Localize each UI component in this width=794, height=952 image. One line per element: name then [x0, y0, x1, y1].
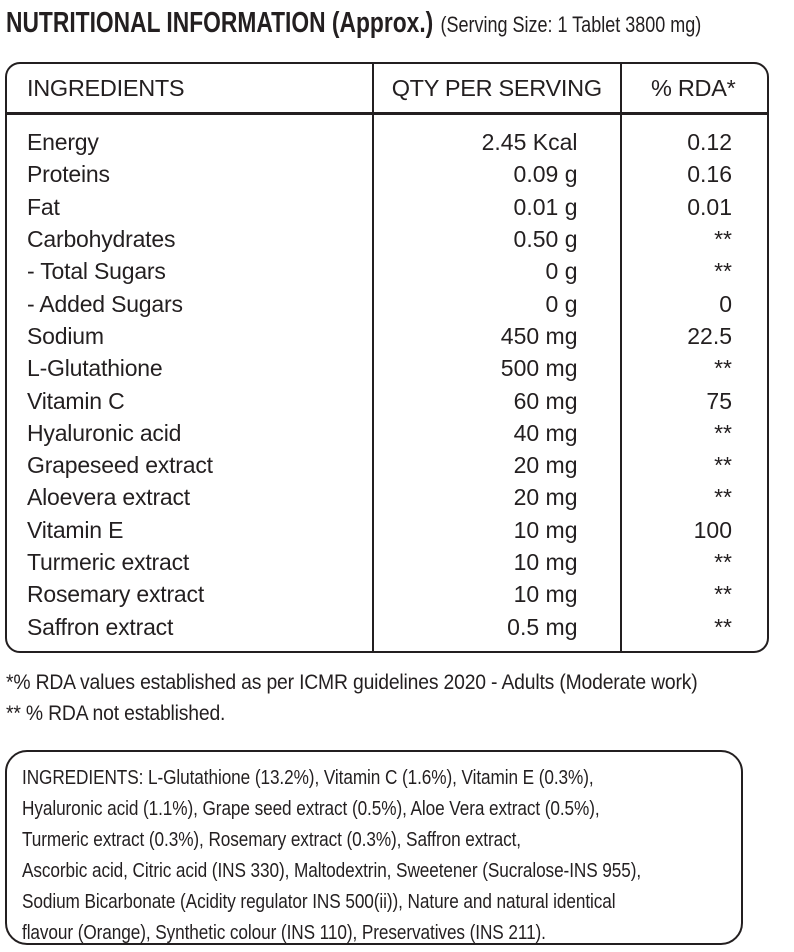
- cell-rda: **: [714, 549, 732, 575]
- footnote-rda-established: *% RDA values established as per ICMR guidelines 2020 - Adults (Moderate work): [6, 670, 698, 694]
- header-ingredients: INGREDIENTS: [27, 74, 185, 101]
- ingredients-box: [5, 750, 743, 945]
- cell-ingredient: Carbohydrates: [27, 226, 176, 253]
- cell-ingredient: Vitamin C: [27, 387, 125, 414]
- nutrition-table-header: [7, 64, 767, 112]
- ingredients-line: Ascorbic acid, Citric acid (INS 330), Maltodextrin, Sweetener (Sucralose-INS 955),: [22, 860, 642, 882]
- table-row: [7, 611, 767, 643]
- cell-ingredient: Grapeseed extract: [27, 452, 213, 479]
- table-row: [7, 127, 767, 159]
- table-row: [7, 353, 767, 385]
- table-row: [7, 288, 767, 320]
- cell-rda: 0.16: [687, 161, 732, 188]
- cell-ingredient: Saffron extract: [27, 613, 174, 640]
- cell-qty: 0 g: [545, 290, 578, 317]
- cell-ingredient: - Total Sugars: [27, 258, 166, 285]
- cell-ingredient: - Added Sugars: [27, 290, 183, 317]
- cell-ingredient: Hyaluronic acid: [27, 419, 182, 446]
- table-row: [7, 579, 767, 611]
- cell-rda: 0.12: [687, 129, 732, 156]
- cell-qty: 10 mg: [513, 549, 578, 575]
- cell-qty: 2.45 Kcal: [481, 129, 578, 156]
- cell-ingredient: Energy: [27, 129, 99, 156]
- cell-qty: 20 mg: [513, 484, 578, 511]
- table-row: [7, 191, 767, 223]
- nutrition-table: [5, 62, 769, 653]
- cell-rda: **: [714, 226, 732, 253]
- cell-rda: 100: [693, 516, 732, 543]
- cell-qty: 500 mg: [500, 355, 578, 382]
- cell-qty: 0.01 g: [513, 193, 578, 220]
- ingredients-line: Turmeric extract (0.3%), Rosemary extract (0.3%), Saffron extract,: [22, 829, 522, 851]
- cell-ingredient: Proteins: [27, 161, 110, 188]
- cell-rda: 22.5: [687, 322, 732, 349]
- cell-rda: 0: [719, 290, 732, 317]
- cell-ingredient: Sodium: [27, 322, 104, 349]
- cell-ingredient: Fat: [27, 193, 60, 220]
- table-row: [7, 385, 767, 417]
- cell-rda: **: [714, 613, 732, 640]
- table-row: [7, 482, 767, 514]
- cell-ingredient: Turmeric extract: [27, 549, 190, 575]
- cell-ingredient: Rosemary extract: [27, 581, 205, 608]
- cell-ingredient: Aloevera extract: [27, 484, 190, 511]
- table-body: [7, 115, 767, 650]
- header-qty-per-serving: QTY PER SERVING: [391, 74, 602, 101]
- cell-rda: 0.01: [687, 193, 732, 220]
- cell-qty: 0.09 g: [513, 161, 578, 188]
- footnote-rda-not-established: ** % RDA not established.: [6, 700, 226, 725]
- cell-ingredient: L-Glutathione: [27, 355, 163, 382]
- table-row: [7, 514, 767, 546]
- footnotes: [6, 667, 698, 728]
- ingredients-line: Sodium Bicarbonate (Acidity regulator INS 500(ii)), Nature and natural identical: [22, 891, 616, 913]
- ingredients-box-text: [22, 763, 641, 949]
- ingredients-line: INGREDIENTS: L-Glutathione (13.2%), Vitamin C (1.6%), Vitamin E (0.3%),: [22, 767, 594, 789]
- table-row: [7, 449, 767, 481]
- table-row: [7, 546, 767, 578]
- cell-rda: **: [714, 419, 732, 446]
- cell-qty: 20 mg: [513, 452, 578, 479]
- serving-size-label: (Serving Size: 1 Tablet 3800 mg): [440, 12, 702, 37]
- cell-qty: 450 mg: [500, 322, 578, 349]
- cell-rda: **: [714, 258, 732, 285]
- table-row: [7, 223, 767, 255]
- cell-qty: 10 mg: [513, 581, 578, 608]
- cell-rda: **: [714, 484, 732, 511]
- cell-qty: 0.50 g: [513, 226, 578, 253]
- cell-rda: **: [714, 355, 732, 382]
- header-rda: % RDA*: [651, 74, 736, 101]
- cell-rda: **: [714, 581, 732, 608]
- table-row: [7, 159, 767, 191]
- cell-qty: 10 mg: [513, 516, 578, 543]
- cell-ingredient: Vitamin E: [27, 516, 124, 543]
- ingredients-line: flavour (Orange), Synthetic colour (INS 110), Preservatives (INS 211).: [22, 922, 546, 944]
- page-title: [6, 7, 701, 40]
- table-row: [7, 417, 767, 449]
- cell-qty: 0 g: [545, 258, 578, 285]
- ingredients-line: Hyaluronic acid (1.1%), Grape seed extract (0.5%), Aloe Vera extract (0.5%),: [22, 798, 600, 820]
- cell-rda: **: [714, 452, 732, 479]
- cell-qty: 0.5 mg: [507, 613, 578, 640]
- table-row: [7, 256, 767, 288]
- cell-qty: 60 mg: [513, 387, 578, 414]
- cell-rda: 75: [706, 387, 732, 414]
- table-row: [7, 320, 767, 352]
- page-title-main: NUTRITIONAL INFORMATION (Approx.): [6, 7, 434, 39]
- cell-qty: 40 mg: [513, 419, 578, 446]
